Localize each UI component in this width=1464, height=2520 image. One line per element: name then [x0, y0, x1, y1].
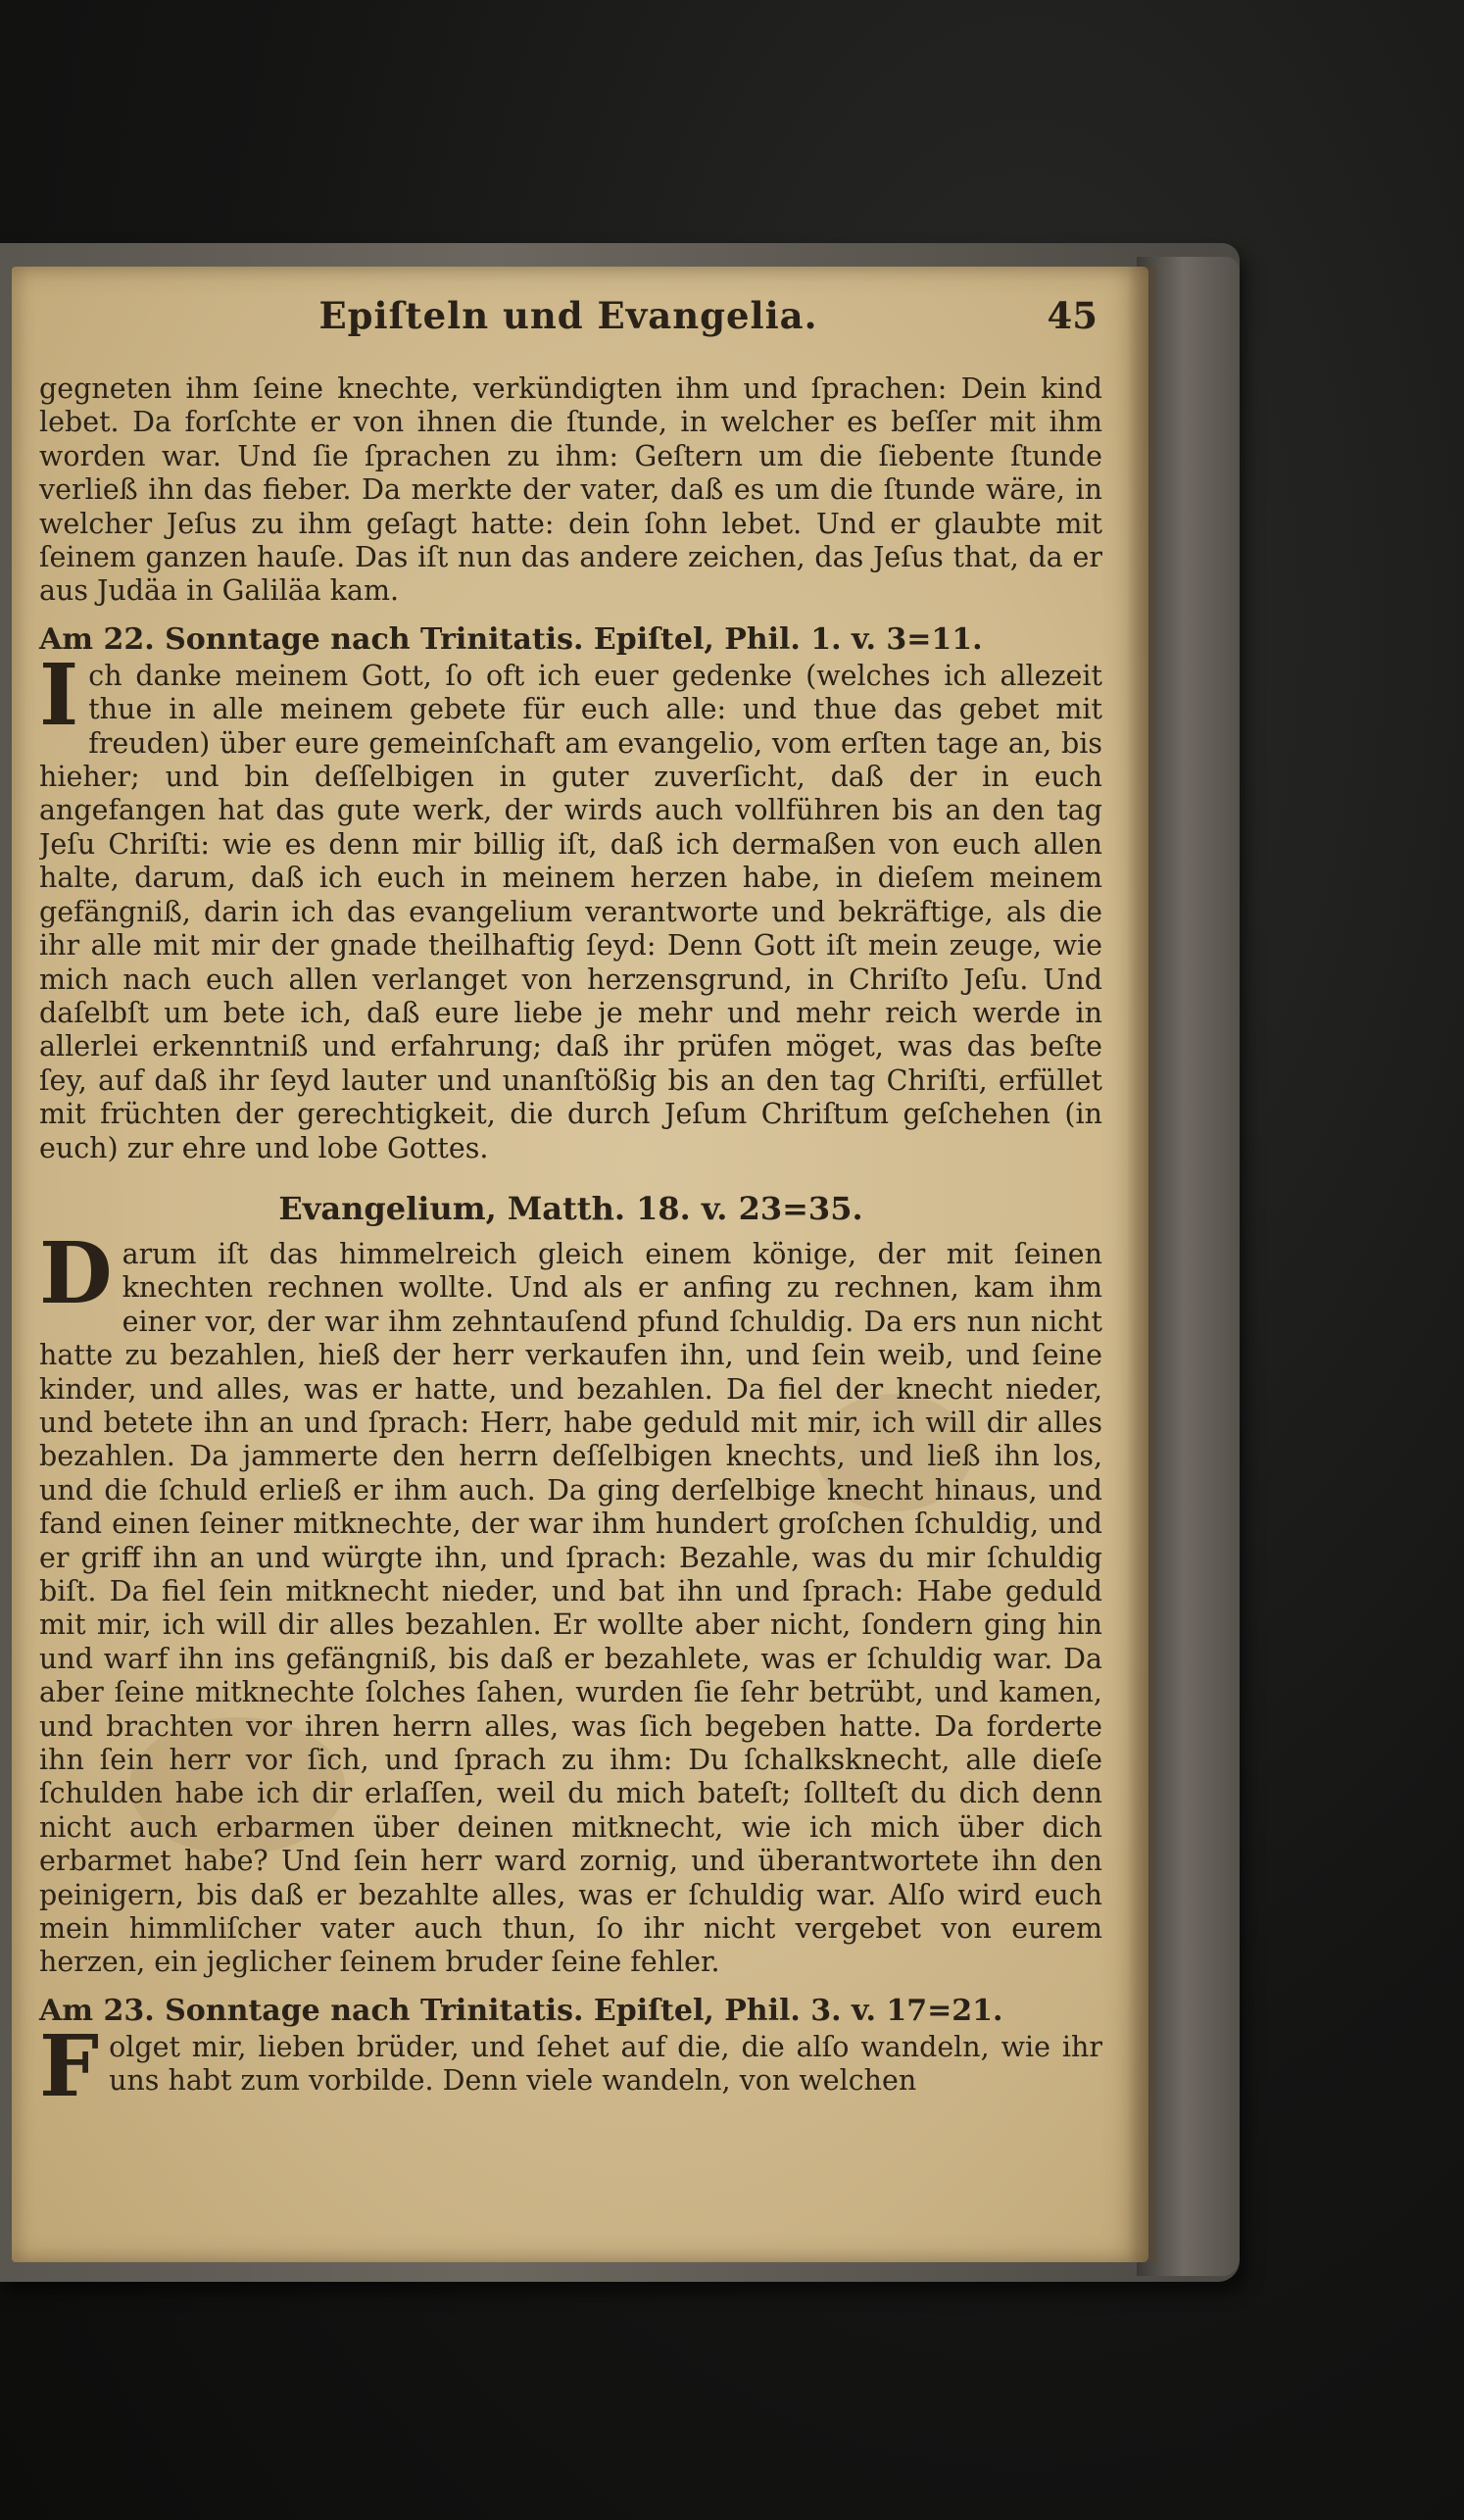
text-body — [39, 372, 1102, 2101]
gospel-text: arum iſt das himmelreich gleich einem könige, der mit ſeinen knechten rechnen wollte. Und als er anfing zu rechnen, kam ihm einer vor, der war ihm zehntauſend pfund ſchuldig. Da ers nun nicht hatte zu bezahlen, hieß der herr verkaufen ihn, und ſein weib, und ſeine kinder, und alles, was er hatte, und bezahlen. Da fiel der knecht nieder, und betete ihn an und ſprach: Herr, habe geduld mit mir, ich will dir alles bezahlen. Da jammerte den herrn deſſelbigen knechts, und ließ ihn los, und die ſchuld erließ er ihm auch. Da ging derſelbige knecht hinaus, und fand einen ſeiner mitknechte, der war ihm hundert groſchen ſchuldig, und er griff ihn an und würgte ihn, und ſprach: Bezahle, was du mir ſchuldig biſt. Da fiel ſein mitknecht nieder, und bat ihn und ſprach: Habe geduld mit mir, ich will dir alles bezahlen. Er wollte aber nicht, ſondern ging hin und warf ihn ins gefängniß, bis daß er bezahlete, was er ſchuldig war. Da aber ſeine mitknechte ſolches ſahen, wurden ſie ſehr betrübt, und kamen, und brachten vor ihren herrn alles, was ſich begeben hatte. Da forderte ihn ſein herr vor ſich, und ſprach zu ihm: Du ſchalksknecht, alle dieſe ſchulden habe ich dir erlaſſen, weil du mich bateſt; ſollteſt du dich denn nicht auch erbarmen über deinen mitknecht, wie ich mich über dich erbarmet habe? Und ſein herr ward zornig, und überantwortete ihn den peinigern, bis daß er bezahlte alles, was er ſchuldig war. Alſo wird euch mein himmliſcher vater auch thun, ſo ihr nicht vergebet von eurem herzen, ein jeglicher ſeinem bruder ſeine fehler. — [39, 1237, 1102, 1979]
drop-cap: I — [39, 659, 79, 745]
page-edge-shadow — [1127, 267, 1156, 2262]
drop-cap: F — [39, 2030, 100, 2101]
section-heading-epistle-22: Am 22. Sonntage nach Trinitatis. Epiſtel, Phil. 1. v. 3=11. — [39, 621, 983, 657]
section-heading-epistle-23: Am 23. Sonntage nach Trinitatis. Epiſtel, Phil. 3. v. 17=21. — [39, 1993, 1003, 2028]
opening-paragraph: gegneten ihm ſeine knechte, verkündigten ihm und ſprachen: Dein kind lebet. Da forſchte er von ihnen die ſtunde, in welcher es beſſer mit ihm worden war. Und ſie ſprachen zu ihm: Geſtern um die ſiebente ſtunde verließ ihn das fieber. Da merkte der vater, daß es um die ſtunde wäre, in welcher Jeſus zu ihm geſagt hatte: dein ſohn lebet. Und er glaubte mit ſeinem ganzen hauſe. Das iſt nun das andere zeichen, das Jeſus that, da er aus Judäa in Galiläa kam. — [39, 372, 1102, 608]
page-header — [39, 294, 1098, 353]
section-heading-gospel: Evangelium, Matth. 18. v. 23=35. — [278, 1189, 863, 1227]
epistle-23-text: olget mir, lieben brüder, und ſehet auf die, die alſo wandeln, wie ihr uns habt zum vorbilde. Denn viele wandeln, von welchen — [109, 2030, 1102, 2098]
epistle-23-paragraph — [39, 2031, 1102, 2101]
epistle-22-text: ch danke meinem Gott, ſo oft ich euer gedenke (welches ich allezeit thue in alle meinem gebete für euch alle: und thue das gebet mit freuden) über eure gemeinſchaft am evangelio, vom erſten tage an, bis hieher; und bin deſſelbigen in guter zuverſicht, daß der in euch angefangen hat das gute werk, der wirds auch vollführen bis an den tag Jeſu Chriſti: wie es denn mir billig iſt, daß ich dermaßen von euch allen halte, darum, daß ich euch in meinem herzen habe, in dieſem meinem gefängniß, darin ich das evangelium verantworte und bekräftige, als die ihr alle mit mir der gnade theilhaftig ſeyd: Denn Gott iſt mein zeuge, wie mich nach euch allen verlanget von herzensgrund, in Chriſto Jeſu. Und daſelbſt um bete ich, daß eure liebe je mehr und mehr reich werde in allerlei erkenntniß und erfahrung; daß ihr prüfen möget, was das beſte ſey, auf daß ihr ſeyd lauter und unanſtößig bis an den tag Chriſti, erfüllet mit früchten der gerechtigkeit, die durch Jeſum Chriſtum geſchehen (in euch) zur ehre und lobe Gottes. — [39, 659, 1102, 1164]
epistle-22-paragraph — [39, 660, 1102, 1165]
running-title: Epiſteln und Evangelia. — [318, 294, 818, 337]
drop-cap: D — [39, 1237, 113, 1323]
gospel-paragraph — [39, 1238, 1102, 1980]
page-number: 45 — [1047, 294, 1098, 337]
